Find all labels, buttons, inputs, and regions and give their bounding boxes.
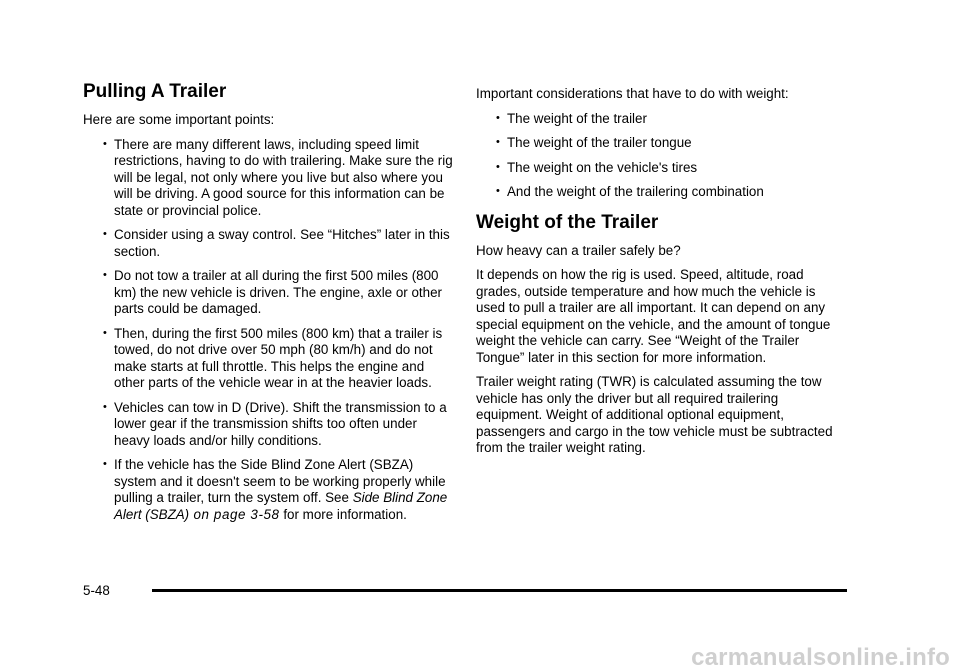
footer-rule (152, 589, 847, 592)
cross-reference-link[interactable]: Side Blind Zone Alert (SBZA) (114, 490, 448, 522)
list-item: • Vehicles can tow in D (Drive). Shift the transmission to a lower gear if the transmission shifts too often under heavy loads and/or hilly conditions. (103, 399, 447, 448)
list-item: • And the weight of the trailering combination (496, 184, 764, 199)
bullet-icon: • (103, 137, 107, 150)
list-item: • Do not tow a trailer at all during the first 500 miles (800 km) the new vehicle is driven. The engine, axle or other parts could be damaged. (103, 268, 442, 316)
cross-reference-page[interactable]: on page 3-58 (189, 506, 280, 522)
important-points-list (83, 137, 453, 524)
bullet-icon: • (496, 111, 500, 124)
paragraph: It depends on how the rig is used. Speed, altitude, road grades, outside temperature and how much the vehicle is used to pull a trailer are all important. It can depend on any special equipment on the vehicle, and the amount of tongue weight the vehicle can carry. See “Weight of the Trailer Tongue” later in this section for more information. (476, 267, 831, 365)
paragraph: Trailer weight rating (TWR) is calculated assuming the tow vehicle has only the driver but all required trailering equipment. Weight of additional optional equipment, passengers and cargo in the tow vehicle must be subtracted from the trailer weight rating. (476, 374, 833, 455)
list-item: • The weight of the trailer (496, 110, 647, 126)
left-column (83, 80, 453, 531)
list-item: • Consider using a sway control. See “Hitches” later in this section. (103, 227, 450, 259)
section-title-weight-of-the-trailer: Weight of the Trailer (476, 211, 659, 233)
weight-considerations-intro: Important considerations that have to do with weight: (476, 86, 789, 101)
bullet-icon: • (103, 269, 107, 281)
bullet-icon: • (103, 400, 107, 413)
watermark: carmanualsonline.info (691, 644, 950, 671)
weight-considerations-list (476, 111, 846, 201)
bullet-icon: • (496, 136, 500, 148)
bullet-icon: • (496, 160, 500, 173)
paragraph: How heavy can a trailer safely be? (476, 242, 681, 258)
list-item: • Then, during the first 500 miles (800 km) that a trailer is towed, do not drive over 50 mph (80 km/h) and do not make starts at full throttle. This helps the engine and other parts of the vehicle wear in at the heavier loads. (103, 325, 443, 390)
bullet-icon: • (103, 326, 107, 339)
list-item: • If the vehicle has the Side Blind Zone Alert (SBZA) system and it doesn't seem to be working properly while pulling a trailer, turn the system off. See Side Blind Zone Alert (SBZA) on page 3-58 for more information. (103, 457, 448, 522)
list-item: • There are many different laws, including speed limit restrictions, having to do with trailering. Make sure the rig will be legal, not only where you live but also where you will be driving. A good source for this information can be state or provincial police. (103, 136, 453, 218)
bullet-icon: • (103, 228, 107, 240)
section-title-pulling-a-trailer: Pulling A Trailer (83, 81, 227, 102)
right-column (476, 86, 846, 465)
list-item: • The weight of the trailer tongue (496, 135, 692, 150)
bullet-icon: • (103, 458, 107, 470)
intro-text: Here are some important points: (83, 112, 275, 127)
list-item: • The weight on the vehicle's tires (496, 159, 698, 175)
bullet-icon: • (496, 185, 500, 197)
page-number: 5-48 (83, 583, 110, 598)
